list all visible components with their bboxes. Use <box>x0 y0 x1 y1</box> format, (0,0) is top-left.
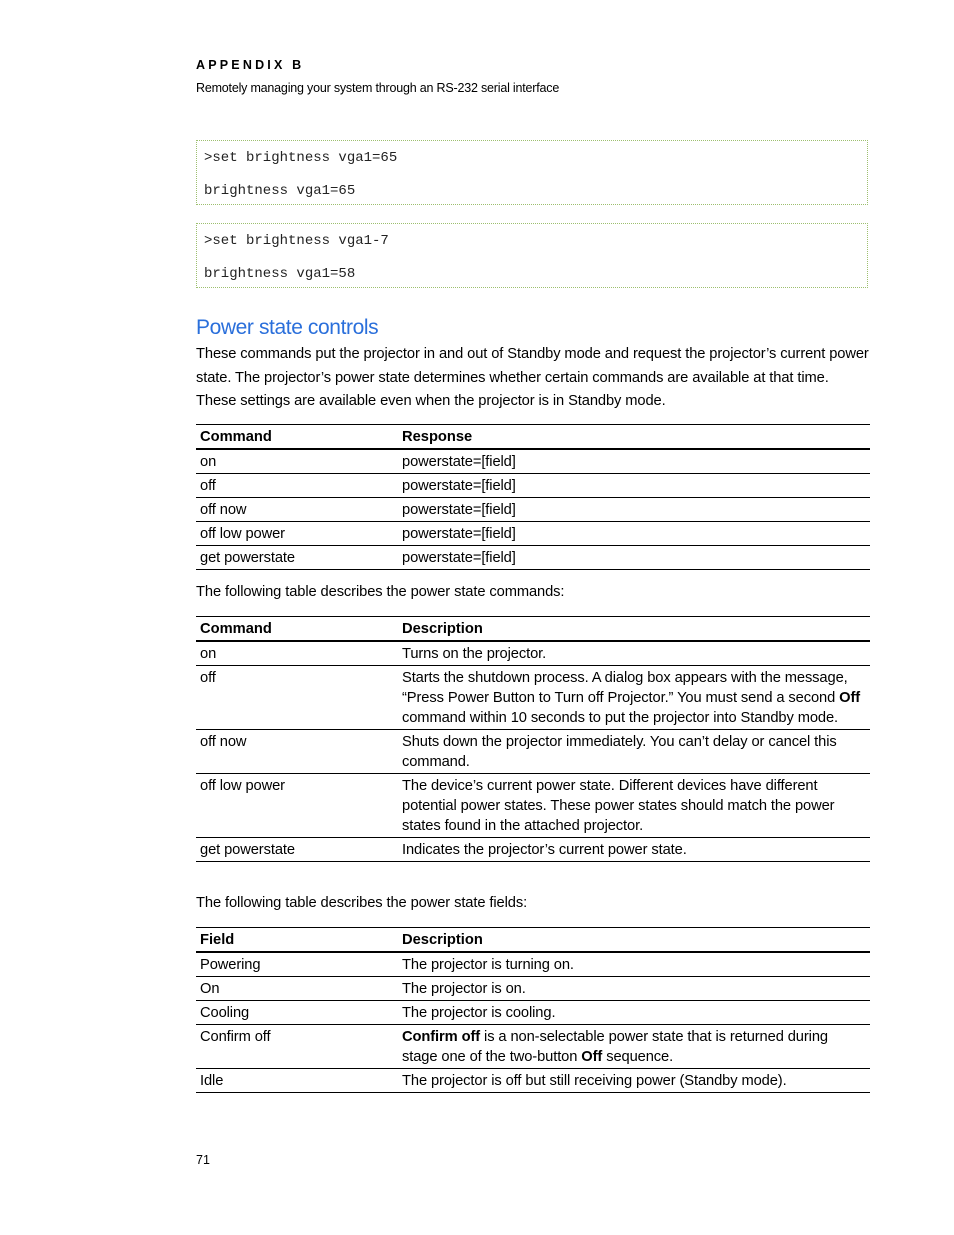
command-cell: get powerstate <box>196 546 398 570</box>
column-header: Description <box>398 928 870 953</box>
description-cell: The projector is off but still receiving power (Standby mode). <box>398 1069 870 1093</box>
table-row <box>196 546 870 570</box>
table-lead-text: The following table describes the power state fields: <box>196 895 528 911</box>
column-header: Command <box>196 425 398 450</box>
table-row <box>196 522 870 546</box>
description-cell: Indicates the projector’s current power state. <box>398 838 870 862</box>
table-row <box>196 1069 870 1093</box>
table-row <box>196 1001 870 1025</box>
response-cell: powerstate=[field] <box>398 449 870 474</box>
command-cell: off <box>196 474 398 498</box>
table-row <box>196 774 870 838</box>
column-header: Description <box>398 617 870 642</box>
command-cell: off now <box>196 498 398 522</box>
field-cell: Powering <box>196 952 398 977</box>
command-cell: off low power <box>196 522 398 546</box>
section-title: Power state controls <box>196 316 379 339</box>
description-cell: Turns on the projector. <box>398 641 870 666</box>
response-table <box>196 424 870 570</box>
table-row <box>196 498 870 522</box>
response-cell: powerstate=[field] <box>398 546 870 570</box>
description-cell: Confirm off is a non-selectable power state that is returned during stage one of the two-button Off sequence. <box>398 1025 870 1069</box>
response-cell: powerstate=[field] <box>398 498 870 522</box>
description-cell: The projector is on. <box>398 977 870 1001</box>
table-header-row <box>196 928 870 953</box>
description-cell: The device’s current power state. Different devices have different potential power states. These power states should match the power states found in the attached projector. <box>398 774 870 838</box>
code-line: >set brightness vga1=65 <box>204 150 398 166</box>
table-header-row <box>196 617 870 642</box>
appendix-label: APPENDIX B <box>196 58 305 72</box>
table-lead-text: The following table describes the power state commands: <box>196 584 565 600</box>
response-cell: powerstate=[field] <box>398 522 870 546</box>
column-header: Field <box>196 928 398 953</box>
column-header: Command <box>196 617 398 642</box>
code-block <box>196 140 868 205</box>
command-cell: get powerstate <box>196 838 398 862</box>
section-intro: These commands put the projector in and out of Standby mode and request the projector’s current power state. The projector’s power state determines whether certain commands are available at that time. These settings are available even when the projector is in Standby mode. <box>196 346 869 409</box>
description-cell: The projector is cooling. <box>398 1001 870 1025</box>
field-cell: Cooling <box>196 1001 398 1025</box>
table-row <box>196 449 870 474</box>
command-cell: off low power <box>196 774 398 838</box>
bold-term: Confirm off <box>402 1029 481 1045</box>
field-cell: On <box>196 977 398 1001</box>
code-line: brightness vga1=65 <box>204 183 356 199</box>
response-cell: powerstate=[field] <box>398 474 870 498</box>
field-cell: Idle <box>196 1069 398 1093</box>
table-row <box>196 641 870 666</box>
table-row <box>196 1025 870 1069</box>
table-header-row <box>196 425 870 450</box>
table-row <box>196 666 870 730</box>
description-cell: Starts the shutdown process. A dialog box appears with the message, “Press Power Button to Turn off Projector.” You must send a second Off command within 10 seconds to put the projector into Standby mode. <box>398 666 870 730</box>
description-cell: The projector is turning on. <box>398 952 870 977</box>
command-cell: off now <box>196 730 398 774</box>
description-cell: Shuts down the projector immediately. You can’t delay or cancel this command. <box>398 730 870 774</box>
field-cell: Confirm off <box>196 1025 398 1069</box>
command-cell: off <box>196 666 398 730</box>
code-block <box>196 223 868 288</box>
table-row <box>196 730 870 774</box>
table-row <box>196 977 870 1001</box>
code-line: brightness vga1=58 <box>204 266 356 282</box>
table-row <box>196 838 870 862</box>
bold-term: Off <box>839 690 861 706</box>
command-description-table <box>196 616 870 862</box>
table-row <box>196 474 870 498</box>
command-cell: on <box>196 449 398 474</box>
running-header: Remotely managing your system through an RS-232 serial interface <box>196 81 560 95</box>
bold-term: Off <box>581 1049 603 1065</box>
page-number: 71 <box>196 1153 210 1167</box>
command-cell: on <box>196 641 398 666</box>
code-line: >set brightness vga1-7 <box>204 233 389 249</box>
field-description-table <box>196 927 870 1093</box>
table-row <box>196 952 870 977</box>
column-header: Response <box>398 425 870 450</box>
